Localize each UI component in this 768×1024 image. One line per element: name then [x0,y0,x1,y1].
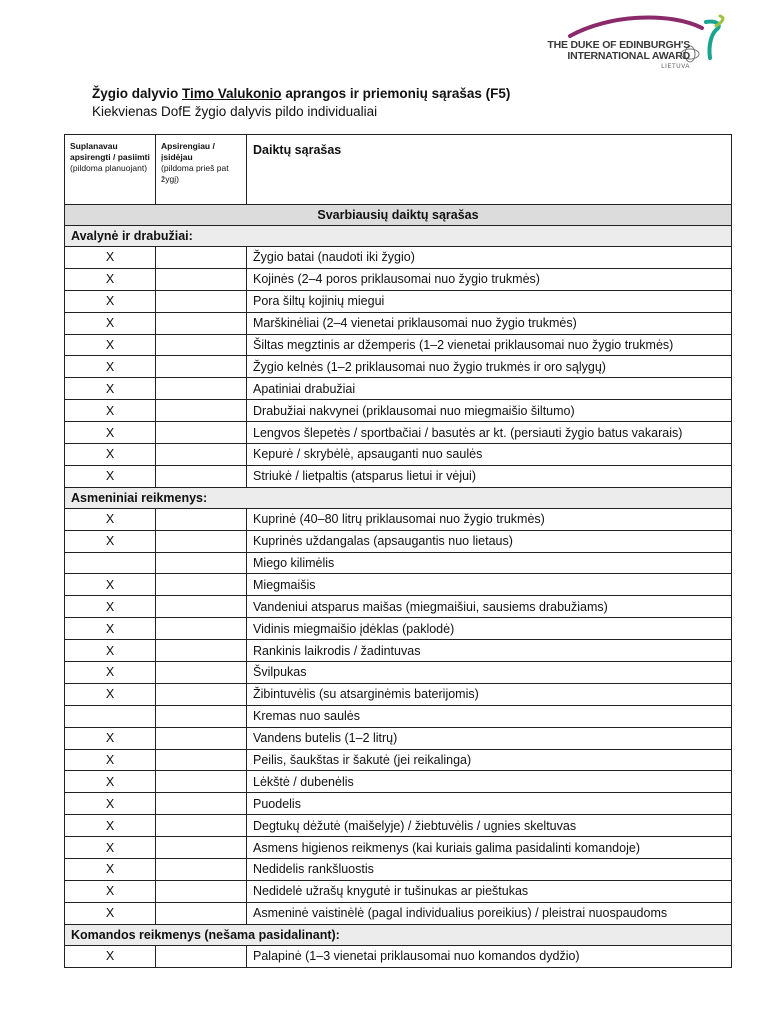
table-row [65,815,732,837]
table-row [65,290,732,312]
item-name-cell: Nedidelė užrašų knygutė ir tušinukas ar pieštukas [247,880,732,902]
header-packed-title: Apsirengiau / įsidėjau [161,141,215,162]
planned-cell[interactable]: X [65,508,156,530]
item-name-cell: Vandens butelis (1–2 litrų) [247,727,732,749]
planned-cell[interactable]: X [65,880,156,902]
equipment-table [64,134,732,968]
category-title: Komandos reikmenys (nešama pasidalinant): [65,924,732,945]
table-header-row [65,135,732,205]
table-row [65,859,732,881]
header-packed-cell [156,135,247,205]
table-row [65,422,732,444]
item-name-cell: Marškinėliai (2–4 vienetai priklausomai nuo žygio trukmės) [247,312,732,334]
packed-cell[interactable] [156,312,247,334]
planned-cell[interactable]: X [65,400,156,422]
planned-cell[interactable]: X [65,749,156,771]
packed-cell[interactable] [156,444,247,466]
table-row [65,596,732,618]
table-row [65,400,732,422]
item-name-cell: Lengvos šlepetės / sportbačiai / basutės ar kt. (persiauti žygio batus vakarais) [247,422,732,444]
table-row [65,444,732,466]
item-name-cell: Švilpukas [247,662,732,684]
planned-cell[interactable]: X [65,596,156,618]
section-title-row [65,205,732,226]
planned-cell[interactable]: X [65,444,156,466]
item-name-cell: Peilis, šaukštas ir šakutė (jei reikalinga) [247,749,732,771]
table-row [65,508,732,530]
item-name-cell: Asmeninė vaistinėlė (pagal individualius poreikius) / pleistrai nuospaudoms [247,902,732,924]
page-subtitle: Kiekvienas DofE žygio dalyvis pildo individualiai [92,104,378,119]
item-name-cell: Kuprinės uždangalas (apsaugantis nuo lietaus) [247,530,732,552]
packed-cell[interactable] [156,771,247,793]
packed-cell[interactable] [156,902,247,924]
packed-cell[interactable] [156,290,247,312]
item-name-cell: Miegmaišis [247,574,732,596]
item-name-cell: Apatiniai drabužiai [247,378,732,400]
item-name-cell: Drabužiai nakvynei (priklausomai nuo miegmaišio šiltumo) [247,400,732,422]
planned-cell[interactable]: X [65,640,156,662]
item-name-cell: Vidinis miegmaišio įdėklas (paklodė) [247,618,732,640]
table-row [65,247,732,269]
header-packed-note: (pildoma prieš pat žygį) [161,163,229,184]
planned-cell[interactable]: X [65,290,156,312]
item-name-cell: Kuprinė (40–80 litrų priklausomai nuo žygio trukmės) [247,508,732,530]
table-row [65,378,732,400]
category-title: Avalynė ir drabužiai: [65,226,732,247]
table-row [65,902,732,924]
packed-cell[interactable] [156,422,247,444]
item-name-cell: Žygio batai (naudoti iki žygio) [247,247,732,269]
packed-cell[interactable] [156,268,247,290]
table-row [65,312,732,334]
dofe-logo [530,14,730,78]
planned-cell[interactable]: X [65,530,156,552]
category-row [65,226,732,247]
table-row [65,334,732,356]
packed-cell[interactable] [156,749,247,771]
planned-cell[interactable]: X [65,837,156,859]
page-title [92,86,510,101]
packed-cell[interactable] [156,945,247,967]
item-name-cell: Rankinis laikrodis / žadintuvas [247,640,732,662]
packed-cell[interactable] [156,683,247,705]
planned-cell[interactable]: X [65,618,156,640]
table-row [65,268,732,290]
packed-cell[interactable] [156,859,247,881]
item-name-cell: Lėkštė / dubenėlis [247,771,732,793]
item-name-cell: Puodelis [247,793,732,815]
table-row [65,880,732,902]
item-name-cell: Asmens higienos reikmenys (kai kuriais galima pasidalinti komandoje) [247,837,732,859]
item-name-cell: Žygio kelnės (1–2 priklausomai nuo žygio trukmės ir oro sąlygų) [247,356,732,378]
item-name-cell: Pora šiltų kojinių miegui [247,290,732,312]
item-name-cell: Žibintuvėlis (su atsarginėmis baterijomis) [247,683,732,705]
header-list-title: Daiktų sąrašas [253,143,342,157]
table-row [65,683,732,705]
category-row [65,924,732,945]
planned-cell[interactable]: X [65,727,156,749]
planned-cell[interactable] [65,552,156,574]
item-name-cell: Vandeniui atsparus maišas (miegmaišiui, sausiems drabužiams) [247,596,732,618]
table-row [65,771,732,793]
packed-cell[interactable] [156,574,247,596]
table-row [65,945,732,967]
packed-cell[interactable] [156,334,247,356]
table-row [65,465,732,487]
participant-name: Timo Valukonio [182,86,282,101]
header-planned-title: Suplanavau apsirengti / pasiimti [70,141,150,162]
table-row [65,574,732,596]
table-row [65,705,732,727]
planned-cell[interactable]: X [65,312,156,334]
packed-cell[interactable] [156,378,247,400]
header-planned-cell [65,135,156,205]
table-row [65,662,732,684]
packed-cell[interactable] [156,530,247,552]
item-name-cell: Miego kilimėlis [247,552,732,574]
category-title: Asmeniniai reikmenys: [65,487,732,508]
packed-cell[interactable] [156,662,247,684]
packed-cell[interactable] [156,618,247,640]
item-name-cell: Degtukų dėžutė (maišelyje) / žiebtuvėlis / ugnies skeltuvas [247,815,732,837]
item-name-cell: Kremas nuo saulės [247,705,732,727]
packed-cell[interactable] [156,705,247,727]
planned-cell[interactable]: X [65,247,156,269]
planned-cell[interactable]: X [65,662,156,684]
planned-cell[interactable]: X [65,465,156,487]
packed-cell[interactable] [156,508,247,530]
packed-cell[interactable] [156,815,247,837]
planned-cell[interactable]: X [65,902,156,924]
packed-cell[interactable] [156,640,247,662]
packed-cell[interactable] [156,356,247,378]
logo-line-1: THE DUKE OF EDINBURGH'S [547,39,690,51]
packed-cell[interactable] [156,247,247,269]
packed-cell[interactable] [156,552,247,574]
table-row [65,837,732,859]
table-row [65,356,732,378]
table-row [65,618,732,640]
table-row [65,552,732,574]
item-name-cell: Palapinė (1–3 vienetai priklausomai nuo komandos dydžio) [247,945,732,967]
item-name-cell: Šiltas megztinis ar džemperis (1–2 vienetai priklausomai nuo žygio trukmės) [247,334,732,356]
planned-cell[interactable]: X [65,793,156,815]
packed-cell[interactable] [156,465,247,487]
packed-cell[interactable] [156,400,247,422]
planned-cell[interactable]: X [65,378,156,400]
planned-cell[interactable]: X [65,574,156,596]
table-row [65,530,732,552]
planned-cell[interactable]: X [65,815,156,837]
title-suffix: aprangos ir priemonių sąrašas (F5) [281,86,511,101]
item-name-cell: Nedidelis rankšluostis [247,859,732,881]
logo-line-3: LIETUVA [661,64,690,70]
item-name-cell: Kojinės (2–4 poros priklausomai nuo žygio trukmės) [247,268,732,290]
planned-cell[interactable]: X [65,268,156,290]
planned-cell[interactable]: X [65,422,156,444]
packed-cell[interactable] [156,727,247,749]
planned-cell[interactable]: X [65,683,156,705]
table-row [65,727,732,749]
table-row [65,793,732,815]
packed-cell[interactable] [156,880,247,902]
title-prefix: Žygio dalyvio [92,86,183,101]
planned-cell[interactable]: X [65,334,156,356]
packed-cell[interactable] [156,837,247,859]
table-row [65,640,732,662]
planned-cell[interactable]: X [65,945,156,967]
table-row [65,749,732,771]
item-name-cell: Striukė / lietpaltis (atsparus lietui ir vėjui) [247,465,732,487]
planned-cell[interactable]: X [65,859,156,881]
planned-cell[interactable] [65,705,156,727]
header-planned-note: (pildoma planuojant) [70,163,148,173]
packed-cell[interactable] [156,596,247,618]
planned-cell[interactable]: X [65,356,156,378]
logo-line-2: INTERNATIONAL AWARD [567,50,690,62]
header-list-cell [247,135,732,205]
item-name-cell: Kepurė / skrybėlė, apsauganti nuo saulės [247,444,732,466]
section-title: Svarbiausių daiktų sąrašas [65,205,732,226]
planned-cell[interactable]: X [65,771,156,793]
category-row [65,487,732,508]
packed-cell[interactable] [156,793,247,815]
